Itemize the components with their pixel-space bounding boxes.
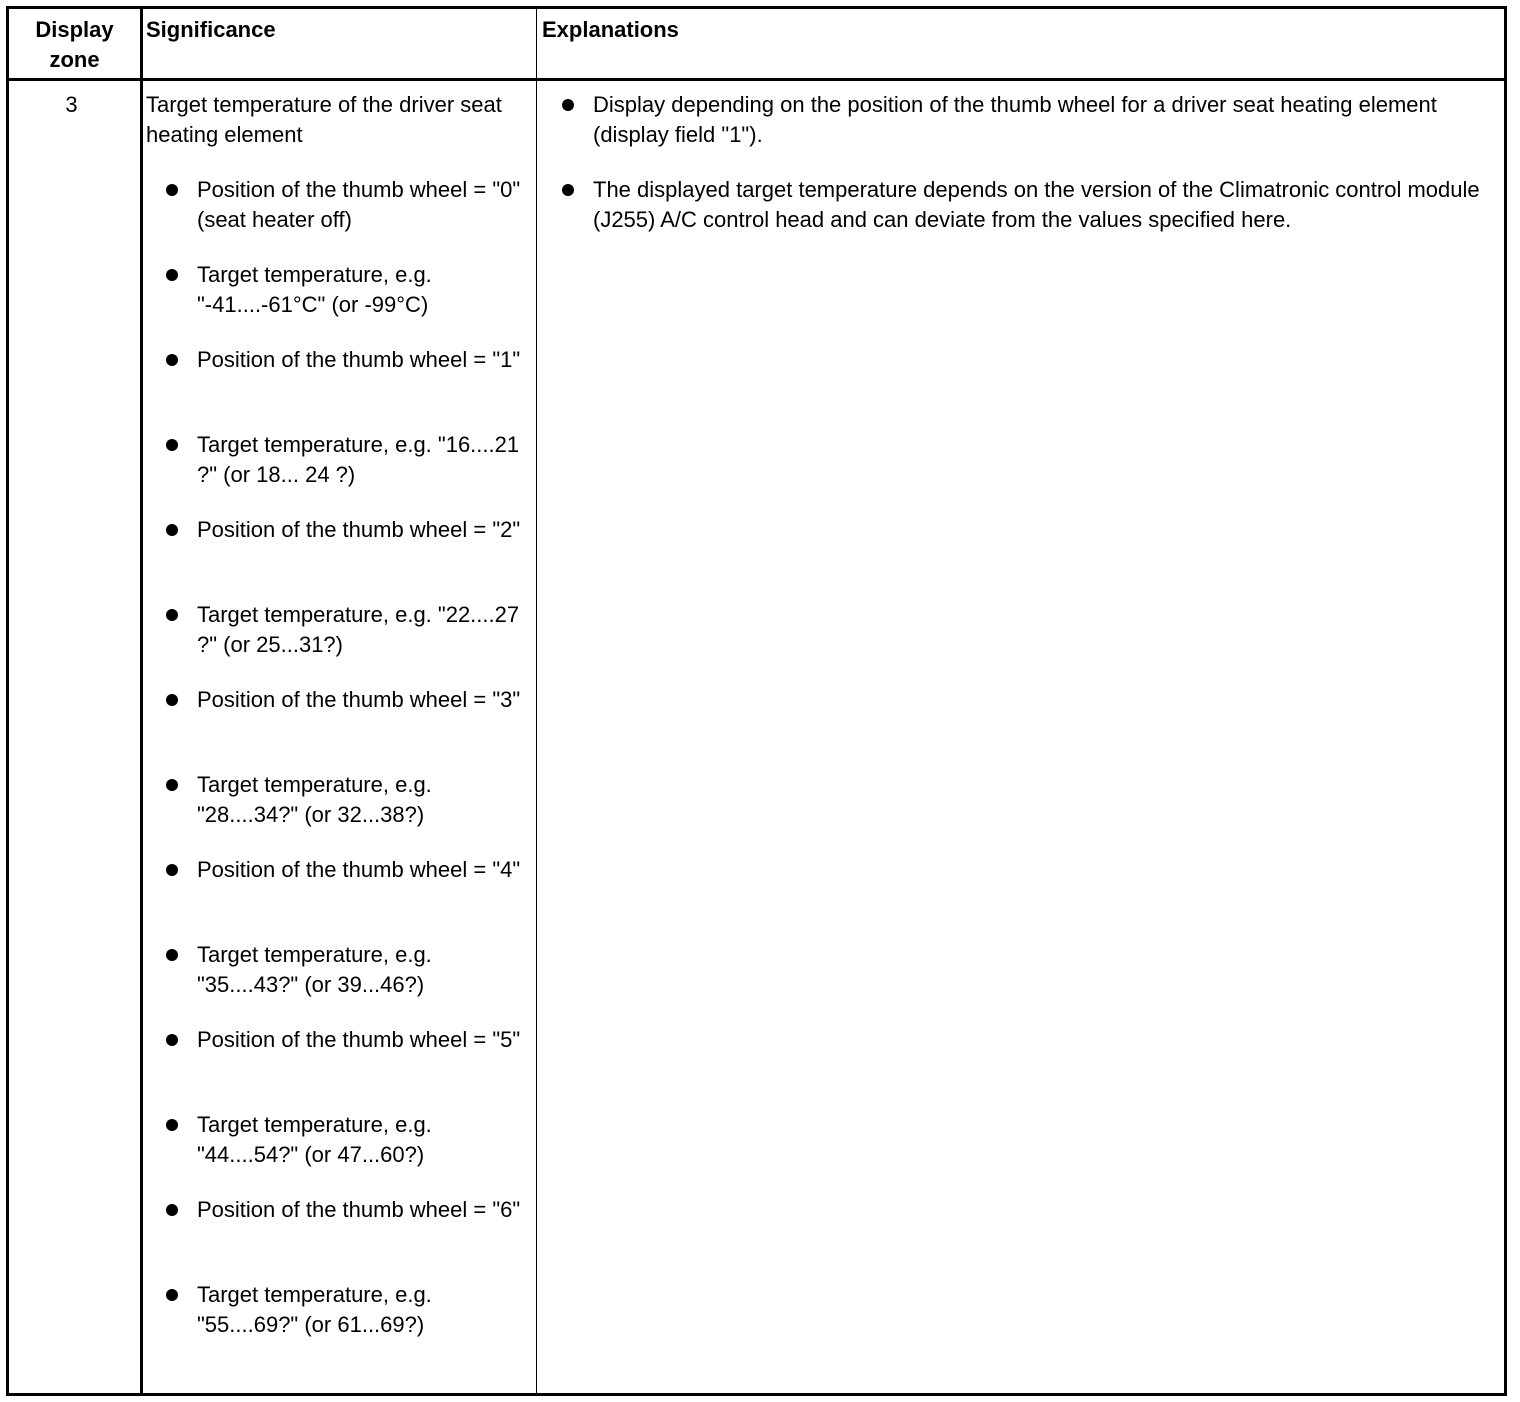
row-zone-number: 3 <box>65 92 78 117</box>
bullet-icon <box>562 99 574 111</box>
list-item-text: Display depending on the position of the thumb wheel for a driver seat heating element (display field "1"). <box>593 92 1437 147</box>
list-item <box>146 175 531 260</box>
list-item-text: Target temperature, e.g. "16....21 ?" (or 18... 24 ?) <box>197 432 520 487</box>
display-zone-table <box>6 6 1507 1396</box>
list-item-text: Position of the thumb wheel = "2" <box>197 517 521 542</box>
list-item-text: Target temperature, e.g. "35....43?" (or 39...46?) <box>197 942 432 997</box>
bullet-icon <box>166 779 178 791</box>
bullet-icon <box>562 184 574 196</box>
list-item <box>146 770 531 855</box>
bullet-icon <box>166 1119 178 1131</box>
header-display-zone <box>9 15 140 75</box>
bullet-icon <box>166 269 178 281</box>
list-item <box>146 855 531 940</box>
bullet-icon <box>166 1204 178 1216</box>
column-divider <box>140 9 143 1393</box>
bullet-icon <box>166 1289 178 1301</box>
bullet-icon <box>166 184 178 196</box>
list-item <box>146 345 531 430</box>
list-item <box>146 1025 531 1110</box>
header-explanations: Explanations <box>542 17 679 42</box>
list-item <box>146 515 531 600</box>
bullet-icon <box>166 949 178 961</box>
list-item-text: Position of the thumb wheel = "4" <box>197 857 521 882</box>
list-item-text: Target temperature, e.g. "-41....-61°C" (or -99°C) <box>197 262 432 317</box>
list-item-text: Target temperature, e.g. "44....54?" (or 47...60?) <box>197 1112 432 1167</box>
bullet-icon <box>166 524 178 536</box>
significance-intro: Target temperature of the driver seat heating element <box>146 92 502 147</box>
list-item-text: Position of the thumb wheel = "3" <box>197 687 521 712</box>
bullet-icon <box>166 354 178 366</box>
list-item <box>146 600 531 685</box>
list-item-text: Target temperature, e.g. "55....69?" (or 61...69?) <box>197 1282 432 1337</box>
header-divider <box>9 78 1504 81</box>
explanations-list <box>542 90 1502 260</box>
header-significance: Significance <box>146 17 276 42</box>
list-item-text: Position of the thumb wheel = "1" <box>197 347 521 372</box>
list-item <box>542 90 1502 150</box>
bullet-icon <box>166 1034 178 1046</box>
list-item <box>146 260 531 345</box>
header-display-zone-label: Display zone <box>35 17 114 72</box>
list-item <box>146 940 531 1025</box>
significance-list <box>146 175 531 1365</box>
list-item <box>146 685 531 770</box>
list-item <box>542 175 1502 235</box>
list-item-text: Position of the thumb wheel = "5" <box>197 1027 521 1052</box>
list-item-text: The displayed target temperature depends on the version of the Climatronic control module (J255) A/C control head and can deviate from the values specified here. <box>593 177 1480 232</box>
list-item-text: Position of the thumb wheel = "0" (seat heater off) <box>197 177 521 232</box>
list-item-text: Target temperature, e.g. "22....27 ?" (or 25...31?) <box>197 602 520 657</box>
list-item <box>146 430 531 515</box>
column-divider <box>536 9 537 1393</box>
bullet-icon <box>166 609 178 621</box>
list-item <box>146 1110 531 1195</box>
bullet-icon <box>166 439 178 451</box>
list-item <box>146 1280 531 1365</box>
bullet-icon <box>166 694 178 706</box>
list-item-text: Target temperature, e.g. "28....34?" (or 32...38?) <box>197 772 432 827</box>
list-item-text: Position of the thumb wheel = "6" <box>197 1197 521 1222</box>
bullet-icon <box>166 864 178 876</box>
list-item <box>146 1195 531 1280</box>
